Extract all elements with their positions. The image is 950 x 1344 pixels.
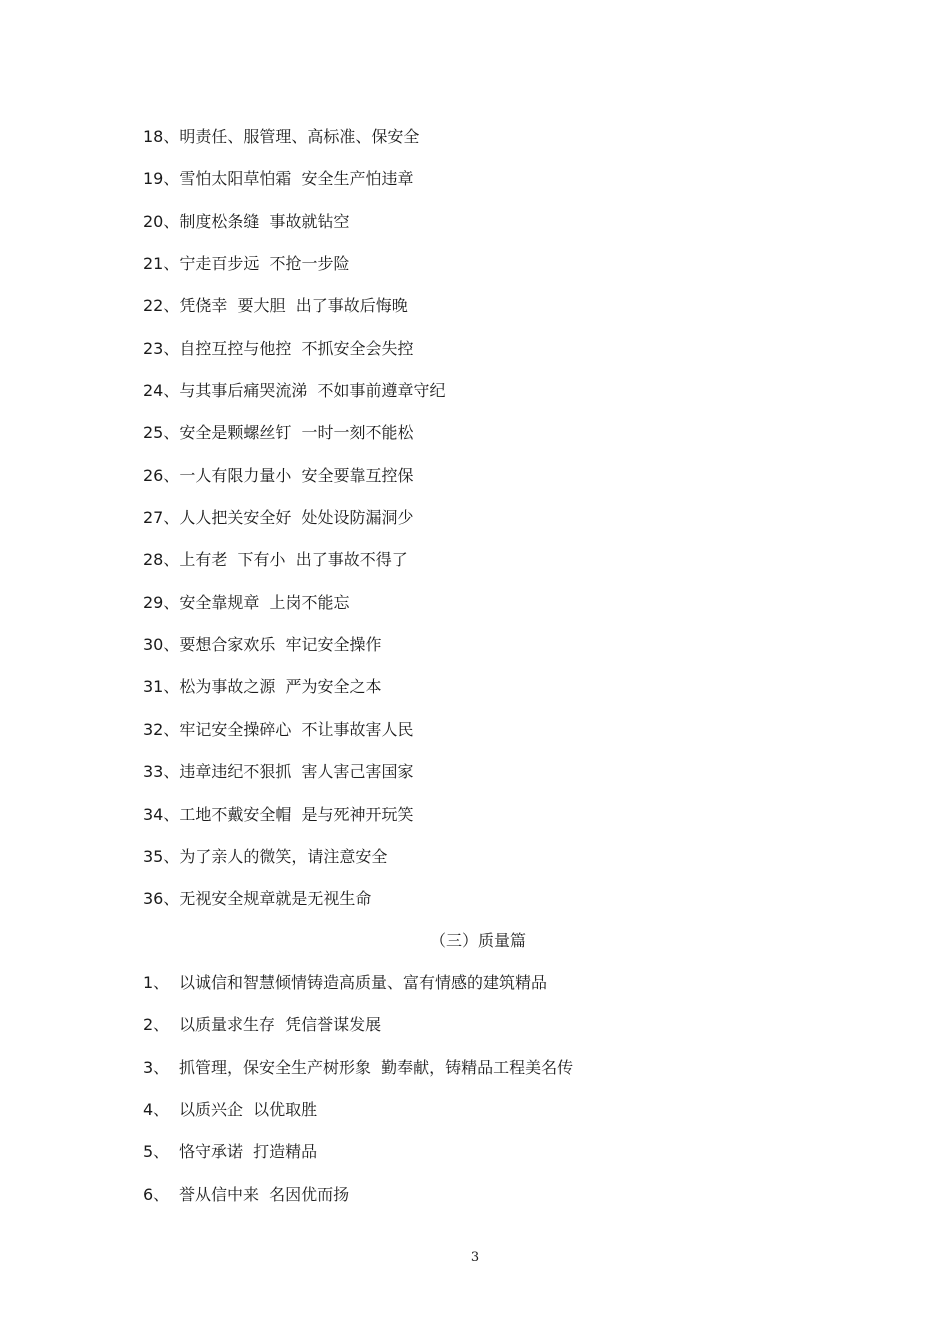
list-item [143,463,446,505]
list-item [143,717,446,759]
list-item [143,420,446,462]
list-item [143,759,446,801]
item-number: 1、 [143,973,170,992]
item-text: 与其事后痛哭流涕 不如事前遵章守纪 [179,381,446,401]
item-number: 36、 [143,889,180,909]
item-text: 宁走百步远 不抢一步险 [179,254,350,274]
item-text: 凭侥幸 要大胆 出了事故后悔晚 [179,296,408,316]
item-number: 2、 [143,1015,170,1035]
item-number: 18、 [143,127,180,146]
item-text: 自控互控与他控 不抓安全会失控 [179,338,414,358]
item-number: 24、 [143,381,180,401]
item-number: 22、 [143,296,180,316]
item-number: 34、 [143,804,180,824]
item-number: 19、 [143,169,180,189]
item-number: 23、 [143,338,180,358]
item-text: 安全是颗螺丝钉 一时一刻不能松 [179,423,414,443]
item-text: 以质量求生存 凭信誉谋发展 [179,1015,382,1035]
page-number: 3 [470,1250,480,1265]
list-item [143,674,446,716]
list-item [143,632,446,674]
item-number: 25、 [143,423,180,443]
item-text: 抓管理，保安全生产树形象 勤奉献，铸精品工程美名传 [179,1057,574,1077]
item-number: 5、 [143,1142,170,1162]
quality-slogan-list [143,970,573,1224]
list-item [143,547,446,589]
item-text: 无视安全规章就是无视生命 [179,889,372,909]
item-text: 一人有限力量小 安全要靠互控保 [179,465,414,485]
item-number: 27、 [143,508,180,528]
item-text: 上有老 下有小 出了事故不得了 [179,550,408,570]
list-item [143,505,446,547]
item-number: 32、 [143,719,180,739]
item-number: 28、 [143,550,180,570]
list-item [143,1182,573,1224]
item-text: 工地不戴安全帽 是与死神开玩笑 [179,804,414,824]
item-number: 4、 [143,1100,170,1120]
item-text: 雪怕太阳草怕霜 安全生产怕违章 [179,169,414,189]
item-text: 安全靠规章 上岗不能忘 [179,592,350,612]
item-number: 30、 [143,635,180,655]
item-text: 制度松条缝 事故就钻空 [179,211,350,231]
item-number: 3、 [143,1057,170,1077]
safety-slogan-list [143,124,446,929]
list-item [143,970,573,1012]
item-number: 26、 [143,465,180,485]
list-item [143,124,446,166]
item-text: 明责任、服管理、高标准、保安全 [179,127,420,146]
item-number: 29、 [143,592,180,612]
list-item [143,802,446,844]
item-number: 33、 [143,762,180,782]
list-item [143,886,446,928]
item-number: 6、 [143,1184,170,1204]
item-number: 20、 [143,211,180,231]
list-item [143,251,446,293]
list-item [143,1097,573,1139]
list-item [143,166,446,208]
list-item [143,1139,573,1181]
list-item [143,209,446,251]
item-number: 21、 [143,254,180,274]
item-text: 人人把关安全好 处处设防漏洞少 [179,508,414,528]
item-text: 誉从信中来 名因优而扬 [179,1184,350,1204]
item-text: 违章违纪不狠抓 害人害己害国家 [179,762,414,782]
list-item [143,1055,573,1097]
section-heading-quality: （三）质量篇 [429,931,526,950]
item-text: 以诚信和智慧倾情铸造高质量、富有情感的建筑精品 [179,973,548,992]
item-text: 松为事故之源 严为安全之本 [179,677,382,697]
item-text: 要想合家欢乐 牢记安全操作 [179,635,382,655]
list-item [143,378,446,420]
list-item [143,293,446,335]
list-item [143,844,446,886]
item-text: 恪守承诺 打造精品 [179,1142,318,1162]
list-item [143,1012,573,1054]
item-number: 31、 [143,677,180,697]
list-item [143,336,446,378]
item-text: 以质兴企 以优取胜 [179,1100,318,1120]
item-text: 牢记安全操碎心 不让事故害人民 [179,719,414,739]
item-text: 为了亲人的微笑，请注意安全 [179,846,388,866]
item-number: 35、 [143,846,180,866]
list-item [143,590,446,632]
